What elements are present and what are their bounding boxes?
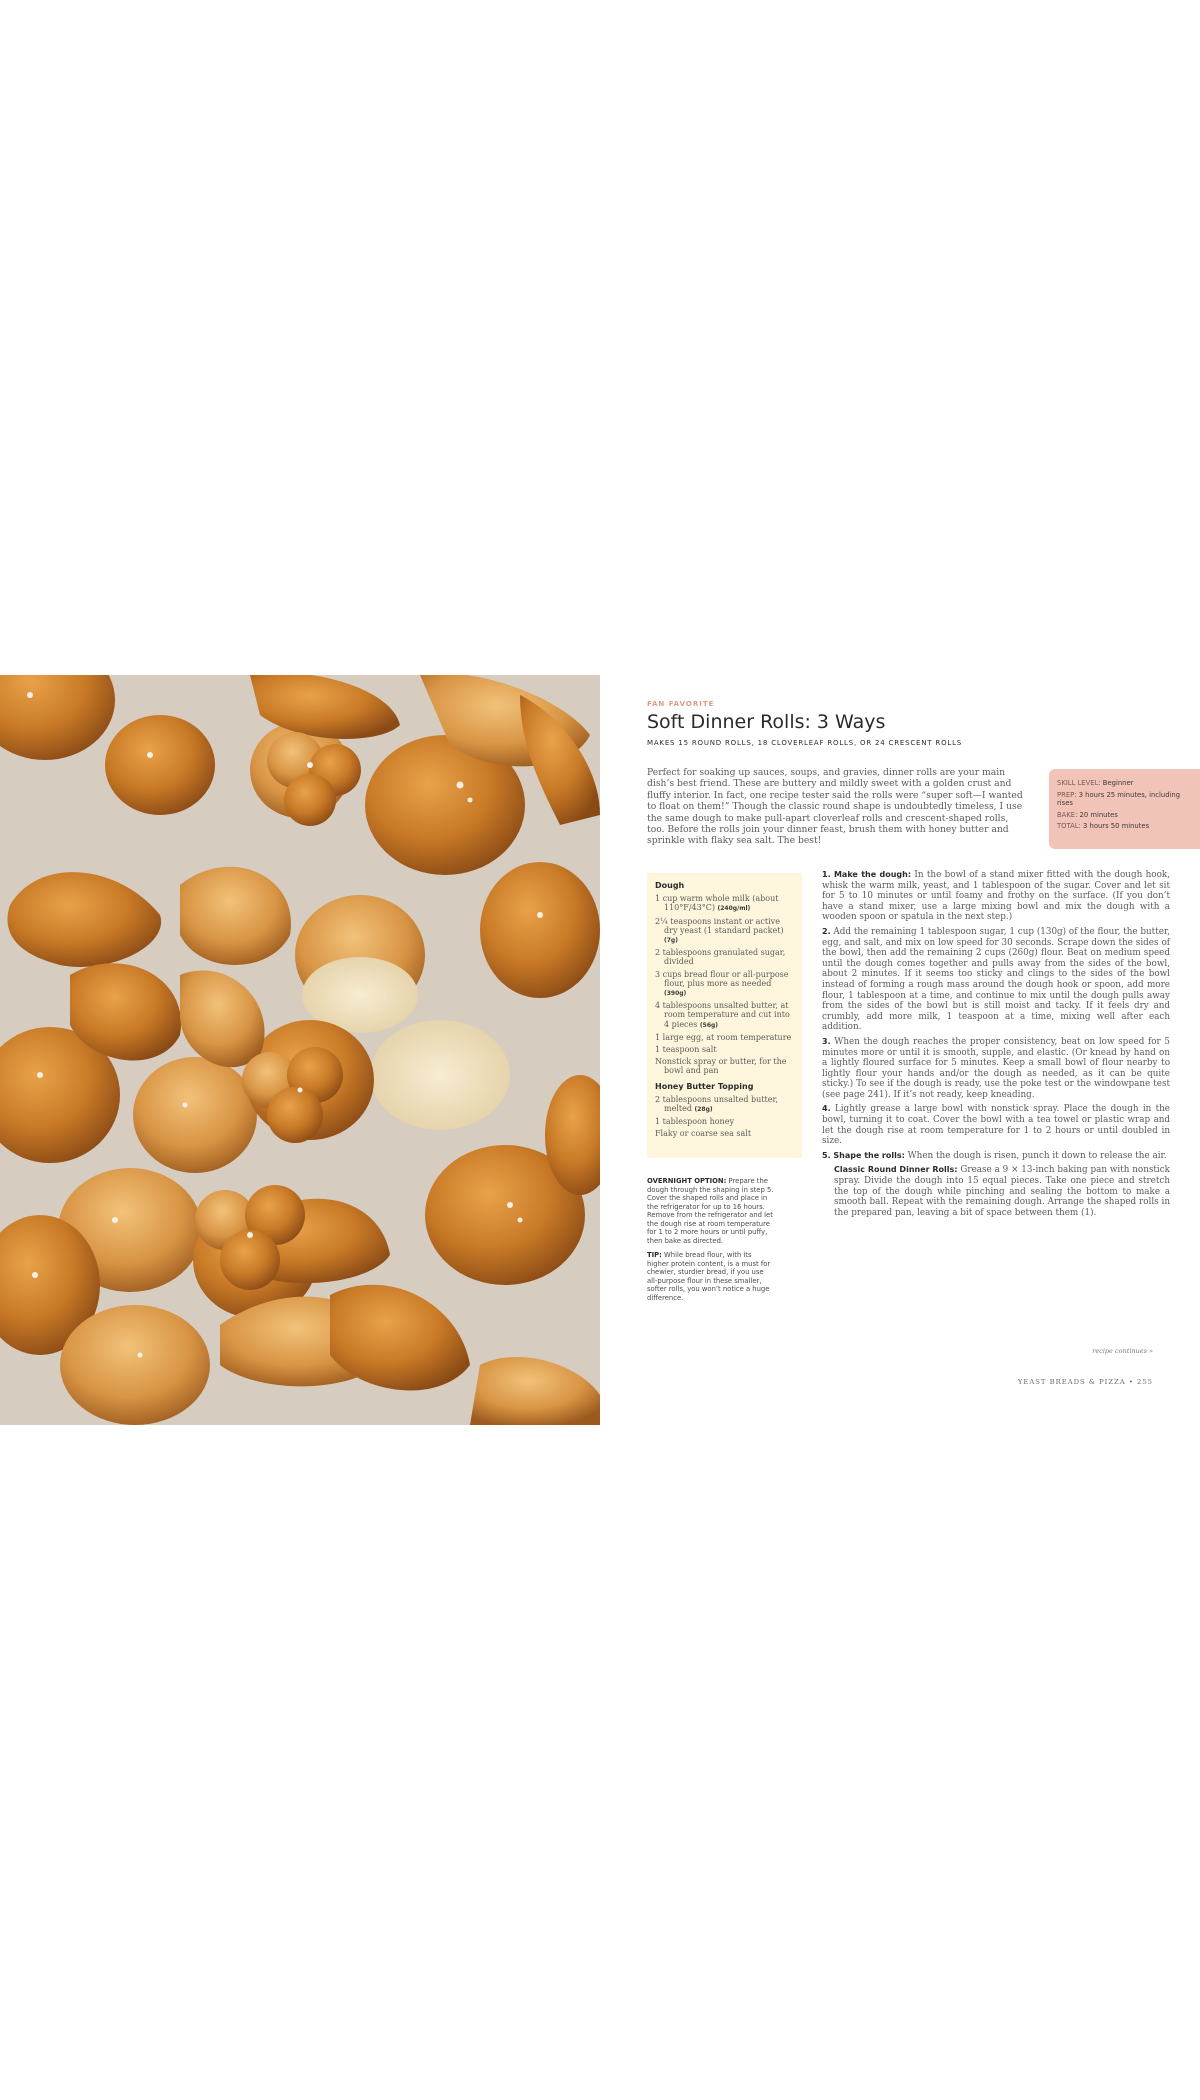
prep-label: PREP: (1057, 790, 1077, 799)
step-text: Lightly grease a large bowl with nonstick spray. Place the dough in the bowl, turning it to coat. Cover the bowl with a tea towel or plastic wrap and let the dough rise at room temperature for 1 to 2 hours or until doubled in size. (822, 1104, 1171, 1147)
step-5 (822, 1151, 1170, 1162)
step-number: 5. (822, 1150, 831, 1160)
recipe-intro: Perfect for soaking up sauces, soups, and gravies, dinner rolls are your main dish’s best friend. These are buttery and mildly sweet with a golden crust and fluffy interior. In fact, one recipe tester said the rolls were “super soft—I wanted to float on them!” Though the classic round shape is undoubtedly timeless, I use the same dough to make pull-apart cloverleaf rolls and crescent-shaped rolls, too. Before the rolls join your dinner feast, brush them with honey butter and sprinkle with flaky sea salt. The best! (647, 767, 1023, 847)
ingredient-text: 2 tablespoons granulated sugar, divided (655, 948, 786, 967)
ingredient-item (655, 1045, 794, 1054)
step-text: In the bowl of a stand mixer fitted with the dough hook, whisk the warm milk, yeast, and 1 tablespoon of the sugar. Cover and let sit for 5 to 10 minutes or until foamy and frothy on the surface. (If you don’t have a stand mixer, use a large mixing bowl and mix the dough with a wooden spoon or spatula in the next step.) (822, 870, 1171, 923)
ingredient-weight: (240g/ml) (717, 905, 751, 913)
topping-ingredient-list (655, 1095, 794, 1139)
total-value: 3 hours 50 minutes (1083, 822, 1150, 830)
tip-text: While bread flour, with its higher protein content, is a must for chewier, sturdier bread, if you use all-purpose flour in these smaller, softer rolls, you won’t notice a huge difference. (647, 1251, 771, 1302)
ingredient-item (655, 917, 794, 946)
step-3 (822, 1037, 1170, 1101)
page-folio: YEAST BREADS & PIZZA • 255 (1017, 1378, 1153, 1386)
ingredient-weight: (7g) (664, 937, 678, 945)
recipe-continues: recipe continues » (1092, 1347, 1153, 1355)
ingredient-item (655, 1095, 794, 1114)
ingredient-weight: (56g) (699, 1021, 719, 1029)
ingredient-text: 3 cups bread flour or all-purpose flour, plus more as needed (655, 969, 789, 988)
bake-row (1057, 811, 1192, 820)
recipe-title: Soft Dinner Rolls: 3 Ways (647, 711, 886, 733)
step-number: 3. (822, 1036, 831, 1046)
ingredient-text: 1 tablespoon honey (655, 1117, 734, 1127)
tip-note (647, 1251, 775, 1302)
total-label: TOTAL: (1057, 822, 1081, 830)
step-number: 4. (822, 1104, 831, 1114)
ingredient-item (655, 1033, 794, 1042)
ingredient-item (655, 1001, 794, 1030)
substep-label: Classic Round Dinner Rolls: (834, 1165, 958, 1175)
skill-level-row (1057, 779, 1192, 788)
dough-heading: Dough (655, 881, 685, 890)
ingredient-item (655, 1057, 794, 1075)
ingredient-text: Nonstick spray or butter, for the bowl and pan (655, 1057, 787, 1076)
overnight-note (647, 1177, 775, 1245)
ingredient-item (655, 970, 794, 999)
dinner-rolls-photo (0, 675, 600, 1425)
dough-ingredient-list (655, 894, 794, 1075)
step-number: 1. (822, 870, 831, 879)
recipe-kicker: FAN FAVORITE (647, 700, 715, 708)
overnight-text: Prepare the dough through the shaping in step 5. Cover the shaped rolls and place in the refrigerator for up to 16 hours. Remove from the refrigerator and let the dough rise at room temperature for 1 to 2 more hours or until puffy, then bake as directed. (647, 1177, 774, 1245)
substep-text: Grease a 9 × 13-inch baking pan with nonstick spray. Divide the dough into 15 equal pieces. Take one piece and stretch the top of the dough while pinching and sealing the bottom to make a smooth ball. Repeat with the remaining dough. Arrange the shaped rolls in the prepared pan, leaving a bit of space between them (1). (834, 1165, 1170, 1218)
ingredients-box (647, 873, 802, 1158)
ingredient-text: 2 tablespoons unsalted butter, melted (655, 1094, 778, 1114)
bake-value: 20 minutes (1079, 810, 1118, 819)
skill-level-box (1049, 769, 1200, 849)
prep-value: 3 hours 25 minutes, including rises (1057, 790, 1181, 807)
skill-level-label: SKILL LEVEL: (1057, 779, 1101, 787)
ingredient-weight: (390g) (664, 990, 687, 998)
book-spread (0, 675, 1200, 1425)
step-4 (822, 1104, 1170, 1146)
recipe-page (600, 675, 1200, 1425)
step-text: When the dough reaches the proper consistency, beat on low speed for 5 minutes more or until it is smooth, supple, and elastic. (Or knead by hand on a lightly floured surface for 5 minutes. Keep a small bowl of flour nearby to lightly flour your hands and/or the dough as needed, as it can be quite sticky.) To see if the dough is ready, use the poke test or the windowpane test (see page 241). If it’s not ready, keep kneading. (822, 1036, 1171, 1100)
step-text: When the dough is risen, punch it down to release the air. (907, 1150, 1167, 1161)
step-text: Add the remaining 1 tablespoon sugar, 1 cup (130g) of the flour, the butter, egg, and salt, and mix on low speed for 30 seconds. Scrape down the sides of the bowl, then add the remaining 2 cups (260g) flour. Beat on medium speed until the dough comes together and pulls away from the sides of the bowl, about 2 minutes. If it seems too sticky and clings to the sides of the bowl instead of forming a rough mass around the dough hook or spoon, add more flour, 1 tablespoon at a time, and continue to mix until the dough pulls away from the sides of the bowl but is still moist and tacky. If it feels dry and crumbly, add more milk, 1 teaspoon at a time, mixing well after each addition. (822, 926, 1170, 1033)
recipe-yield: MAKES 15 ROUND ROLLS, 18 CLOVERLEAF ROLLS, OR 24 CRESCENT ROLLS (647, 739, 963, 747)
bake-label: BAKE: (1057, 810, 1078, 819)
ingredient-text: 2¼ teaspoons instant or active dry yeast (1 standard packet) (655, 916, 784, 935)
ingredient-text: 4 tablespoons unsalted butter, at room temperature and cut into 4 pieces (655, 1001, 790, 1029)
skill-level-value: Beginner (1102, 779, 1134, 787)
ingredient-text: 1 teaspoon salt (655, 1045, 717, 1055)
ingredient-text: Flaky or coarse sea salt (655, 1129, 752, 1139)
substep-classic-round (822, 1165, 1170, 1218)
ingredient-item (655, 894, 794, 913)
total-row (1057, 822, 1192, 831)
ingredient-item (655, 1129, 794, 1138)
rolls-illustration (0, 675, 600, 1425)
step-1 (822, 870, 1170, 923)
prep-row (1057, 791, 1192, 808)
step-2 (822, 927, 1170, 1033)
step-label: Shape the rolls: (833, 1150, 905, 1160)
overnight-label: OVERNIGHT OPTION: (647, 1177, 727, 1185)
ingredient-weight: (28g) (694, 1106, 713, 1114)
steps-list (822, 870, 1170, 1161)
ingredient-text: 1 cup warm whole milk (about 110°F/43°C) (655, 894, 779, 913)
ingredient-item (655, 1117, 794, 1126)
topping-heading: Honey Butter Topping (655, 1081, 754, 1091)
step-number: 2. (822, 926, 831, 936)
step-label: Make the dough: (833, 870, 912, 879)
method-steps (822, 870, 1170, 1222)
side-notes (647, 1177, 775, 1308)
tip-label: TIP: (647, 1251, 662, 1259)
ingredient-item (655, 948, 794, 966)
ingredient-text: 1 large egg, at room temperature (655, 1032, 792, 1042)
